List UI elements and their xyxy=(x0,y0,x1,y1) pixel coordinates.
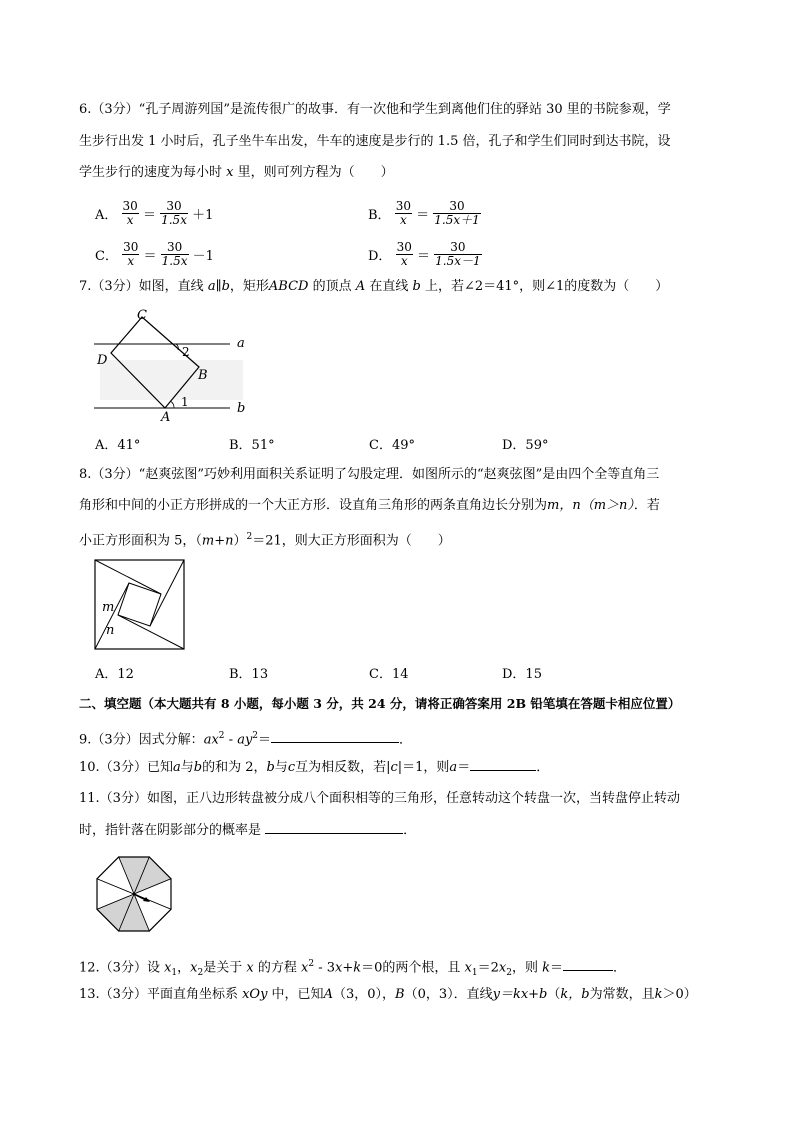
label-n: n xyxy=(106,623,115,638)
q7-option-a: A．41° xyxy=(95,438,141,453)
q8-line1: 8.（3分）“赵爽弦图”巧妙利用面积关系证明了勾股定理．如图所示的“赵爽弦图”是由四个全等直角三 xyxy=(79,467,660,482)
q6-line3: 学生步行的速度为每小时 x 里，则可列方程为（ ） xyxy=(79,165,394,180)
label-b: B xyxy=(198,368,208,383)
q6-line1: 6.（3分）“孔子周游列国”是流传很广的故事．有一次他和学生到离他们住的驿站 30 里的书院参观，学 xyxy=(79,102,671,117)
q6-line2: 生步行出发 1 小时后，孔子坐牛车出发，牛车的速度是步行的 1.5 倍，孔子和学生们同时到达书院，设 xyxy=(79,134,671,149)
label-angle-1: 1 xyxy=(181,395,189,409)
q7-figure-shading xyxy=(100,360,243,400)
q6-option-a: A． $\frac{30}{x}$ ＝ $\frac{30}{1.5x}$ ＋1 xyxy=(95,199,214,227)
label-d: D xyxy=(97,353,108,368)
label-line-b: b xyxy=(237,401,246,416)
q9: 9.（3分）因式分解：$ax^2 - ay^2=$ ． xyxy=(79,731,413,748)
q6-option-d: D． $\frac{30}{x}$ ＝ $\frac{30}{1.5x-1}$ xyxy=(368,240,481,268)
label-m: m xyxy=(102,600,115,615)
q7-figure xyxy=(90,305,250,423)
small-square xyxy=(118,583,161,626)
q11-line2: 时，指针落在阴影部分的概率是 ． xyxy=(79,823,417,838)
section-2-heading: 二、填空题（本大题共有 8 小题，每小题 3 分，共 24 分，请将正确答案用 2B 铅笔填在答题卡相应位置） xyxy=(79,696,681,711)
q13: 13.（3分）平面直角坐标系 xOy 中，已知A（3，0），B（0，3）．直线y＝kx+b（k，b为常数，且k＞0） xyxy=(79,987,697,1002)
q8-line2: 角形和中间的小正方形拼成的一个大正方形．设直角三角形的两条直角边长分别为m，n（m＞n）．若 xyxy=(79,498,660,513)
q11-octagon-spinner xyxy=(92,852,176,936)
label-line-a: a xyxy=(237,336,245,351)
label-a: A xyxy=(161,410,171,423)
q11-line1: 11.（3分）如图，正八边形转盘被分成八个面积相等的三角形，任意转动这个转盘一次，当转盘停止转动 xyxy=(79,791,680,806)
q8-option-c: C．14 xyxy=(369,667,409,682)
q6-option-c: C． $\frac{30}{x}$ ＝ $\frac{30}{1.5x}$ －1 xyxy=(95,240,214,268)
q8-line3: 小正方形面积为 5，$(m+n)^2=21$，则大正方形面积为（ ） xyxy=(79,532,451,549)
q8-option-b: B．13 xyxy=(229,667,269,682)
q6-option-b: B． $\frac{30}{x}$ ＝ $\frac{30}{1.5x+1}$ xyxy=(368,199,480,227)
q8-figure-zhao-shuang xyxy=(94,559,186,651)
q11-answer-blank[interactable] xyxy=(265,821,403,834)
q8-option-d: D．15 xyxy=(502,667,542,682)
q9-answer-blank[interactable] xyxy=(271,730,399,743)
q7-option-d: D．59° xyxy=(502,438,549,453)
q8-option-a: A．12 xyxy=(95,667,134,682)
q7-option-c: C．49° xyxy=(369,438,415,453)
label-angle-2: 2 xyxy=(182,345,190,359)
label-c: C xyxy=(137,308,147,323)
q10: 10.（3分）已知a与b的和为 2，b与c互为相反数，若|c|＝1，则a＝ ． xyxy=(79,760,550,775)
q10-answer-blank[interactable] xyxy=(470,758,536,771)
q12-answer-blank[interactable] xyxy=(563,958,613,971)
q7-stem: 7.（3分）如图，直线 a∥b，矩形ABCD 的顶点 A 在直线 b 上，若∠2＝41°，则∠1的度数为（ ） xyxy=(79,279,669,294)
q12: 12.（3分）设 $x_1$，$x_2$是关于 x 的方程 $x^2 - 3x+k=0$的两个根，且 $x_1=2x_2$，则 k＝ ． xyxy=(79,959,627,978)
q7-option-b: B．51° xyxy=(229,438,275,453)
